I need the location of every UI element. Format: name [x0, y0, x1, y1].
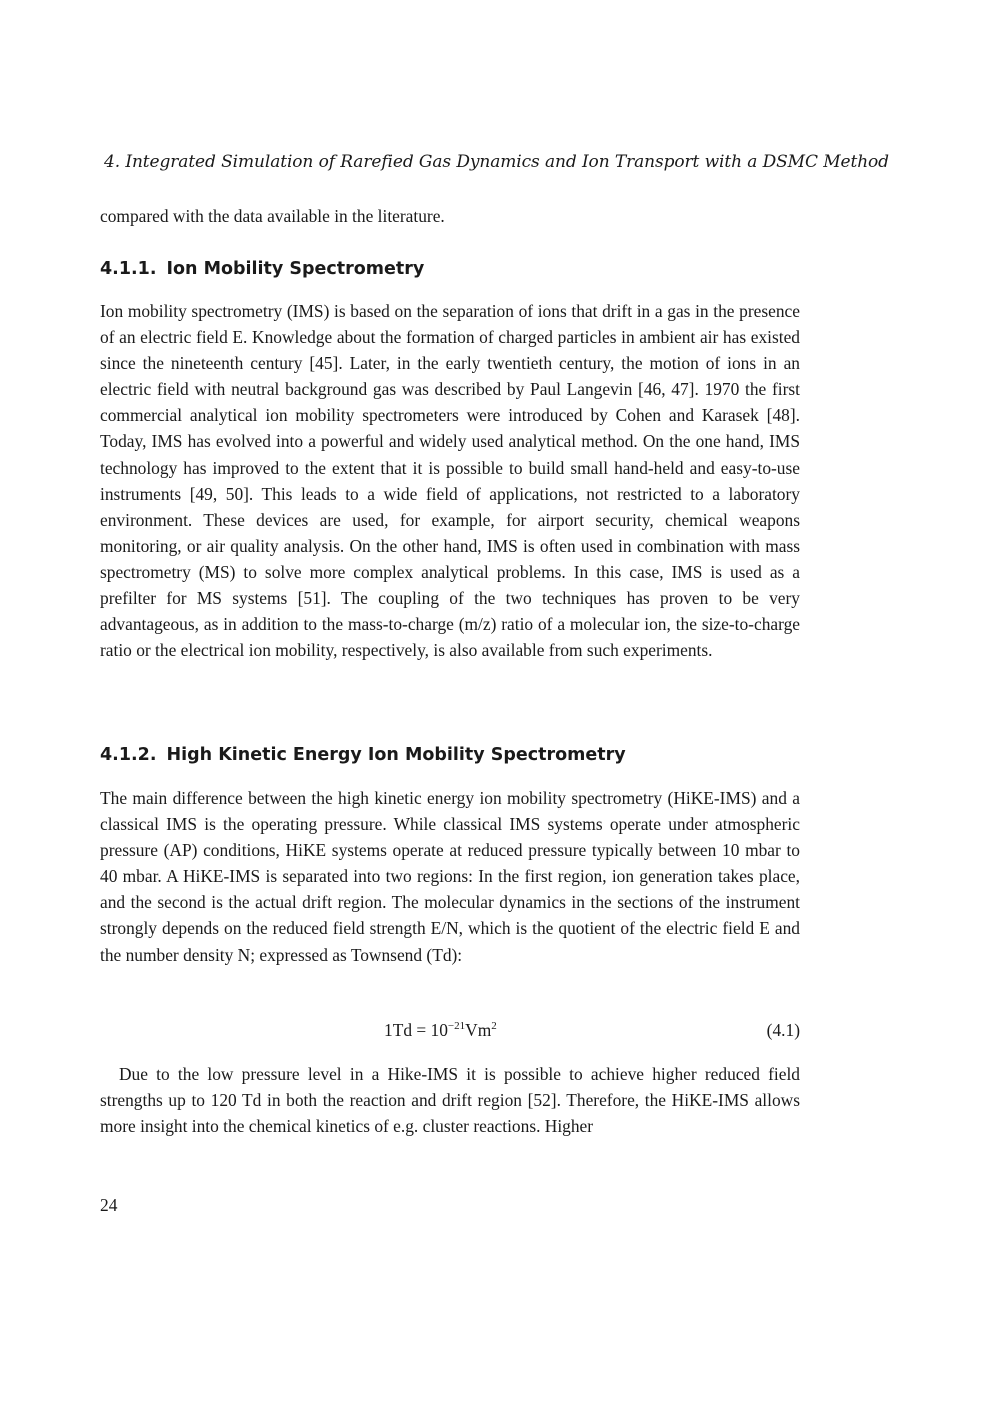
page-number: 24 — [100, 1195, 118, 1215]
paragraph-hike-pressure: Due to the low pressure level in a Hike-IMS it is possible to achieve higher reduced field strengths up to 120 Td in both the reaction and drift region [52]. Therefore, the HiKE-IMS allows more insight into the chemical kinetics of e.g. cluster reactions. Higher — [100, 1064, 800, 1137]
section-number: 4.1.2. — [100, 745, 157, 765]
paragraph-ims: Ion mobility spectrometry (IMS) is based on the separation of ions that drift in a gas in the presence of an electric field E. Knowledge about the formation of charged particles in ambient air has existed since the nineteenth century [45]. Later, in the early twentieth century, the motion of ions in an electric field with neutral background gas was described by Paul Langevin [46, 47]. 1970 the first commercial analytical ion mobility spectrometers were introduced by Cohen and Karasek [48]. Today, IMS has evolved into a powerful and widely used analytical method. On the one hand, IMS technology has improved to the extent that it is possible to build small hand-held and easy-to-use instruments [49, 50]. This leads to a wide field of applications, not restricted to a laboratory environment. These devices are used, for example, for airport security, chemical weapons monitoring, or air quality analysis. On the other hand, IMS is often used in combination with mass spectrometry (MS) to solve more complex analytical problems. In this case, IMS is used as a prefilter for MS systems [51]. The coupling of the two techniques has proven to be very advantageous, as in addition to the mass-to-charge (m/z) ratio of a molecular ion, the size-to-charge ratio or the electrical ion mobility, respectively, is also available from such experiments. — [100, 301, 800, 661]
section-title: Ion Mobility Spectrometry — [166, 259, 425, 279]
equation-body — [384, 1020, 497, 1041]
equation-lhs: 1Td = 10 — [384, 1020, 448, 1040]
section-heading-ims — [100, 259, 800, 279]
section-heading-hike-ims — [100, 745, 800, 765]
equation-4-1 — [100, 1020, 800, 1048]
equation-unit: Vm — [465, 1020, 492, 1040]
section-title: High Kinetic Energy Ion Mobility Spectrometry — [166, 745, 626, 765]
equation-exponent: −21 — [447, 1020, 466, 1032]
equation-unit-exponent: 2 — [491, 1020, 497, 1032]
equation-number: (4.1) — [766, 1020, 800, 1040]
paragraph-hike-ims: The main difference between the high kinetic energy ion mobility spectrometry (HiKE-IMS) and a classical IMS is the operating pressure. While classical IMS systems operate under atmospheric pressure (AP) conditions, HiKE systems operate at reduced pressure typically between 10 mbar to 40 mbar. A HiKE-IMS is separated into two regions: In the first region, ion generation takes place, and the second is the actual drift region. The molecular dynamics in the sections of the instrument strongly depends on the reduced field strength E/N, which is the quotient of the electric field E and the number density N; expressed as Townsend (Td): — [100, 788, 800, 965]
running-header: 4. Integrated Simulation of Rarefied Gas Dynamics and Ion Transport with a DSMC Method — [104, 152, 889, 172]
paragraph-intro-continuation: compared with the data available in the literature. — [100, 206, 445, 226]
section-number: 4.1.1. — [100, 259, 157, 279]
